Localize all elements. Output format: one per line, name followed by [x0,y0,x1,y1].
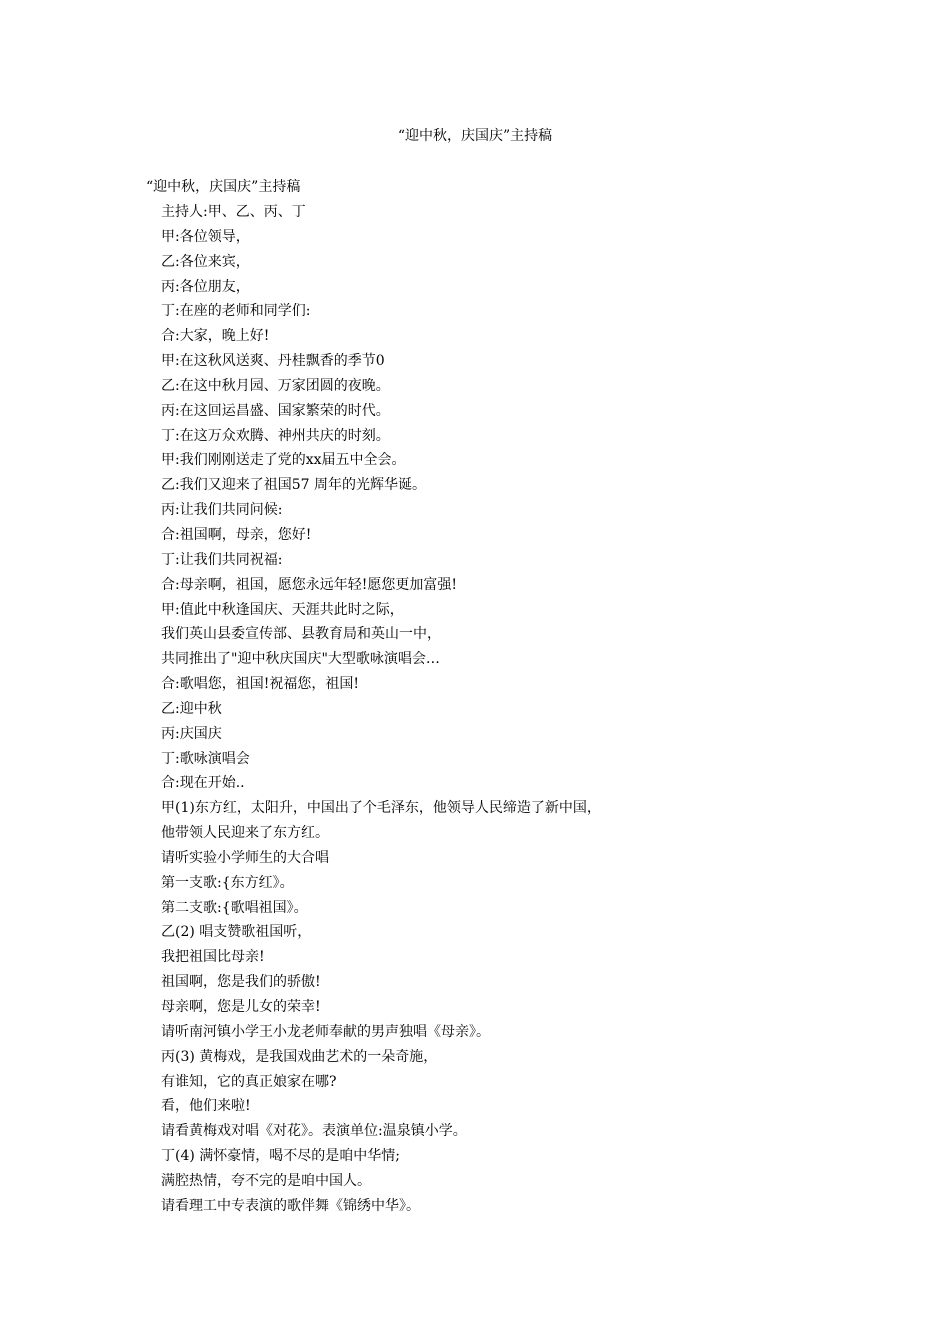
script-line: 甲:我们刚刚送走了党的xx届五中全会。 [161,452,406,469]
script-line: 我把祖国比母亲! [161,949,265,966]
document-title: “迎中秋，庆国庆”主持稿 [397,128,553,144]
script-line: 请看理工中专表演的歌伴舞《锦绣中华》。 [161,1197,420,1214]
script-line: 看，他们来啦! [161,1098,251,1115]
script-line: 丁:在座的老师和同学们: [161,303,311,320]
script-line: 丁(4) 满怀豪情，喝不尽的是咱中华情; [161,1148,400,1165]
script-line: 共同推出了"迎中秋庆国庆"大型歌咏演唱会… [161,651,440,668]
script-line: 甲:在这秋风送爽、丹桂飘香的季节0 [161,353,385,370]
script-line: 丁:歌咏演唱会 [161,750,250,767]
script-line: 第二支歌:{歌唱祖国》。 [161,899,308,916]
script-line: 有谁知，它的真正娘家在哪? [161,1073,337,1090]
script-line: 合:歌唱您，祖国!祝福您，祖国! [161,676,359,693]
script-line: 合:大家，晚上好! [161,328,270,345]
script-line: 丁:让我们共同祝福: [161,551,283,568]
script-line: 丙:让我们共同问候: [161,502,283,519]
script-line: 丙:在这回运昌盛、国家繁荣的时代。 [161,402,390,419]
script-line: 我们英山县委宣传部、县教育局和英山一中， [161,626,441,643]
script-line: 第一支歌:{东方红》。 [161,874,294,891]
script-line: 乙:我们又迎来了祖国57 周年的光辉华诞。 [161,477,426,494]
script-line: 祖国啊，您是我们的骄傲! [161,974,321,991]
script-line: 请听实验小学师生的大合唱 [161,849,329,866]
script-line: 合:祖国啊，母亲，您好! [161,526,312,543]
script-line: 满腔热情，夸不完的是咱中国人。 [161,1172,371,1189]
script-line: 母亲啊，您是儿女的荣幸! [161,999,321,1015]
script-line: 甲:各位领导， [161,228,250,245]
script-line: 乙(2) 唱支赞歌祖国听， [161,924,312,941]
script-line: 乙:在这中秋月园、万家团圆的夜晚。 [161,377,390,394]
script-line: 乙:迎中秋 [161,700,222,717]
script-line: 他带领人民迎来了东方红。 [161,825,329,842]
script-line: 请看黄梅戏对唱《对花》。表演单位:温泉镇小学。 [161,1123,467,1140]
script-line: 合:母亲啊，祖国，愿您永远年轻!愿您更加富强! [161,576,457,593]
script-line: 合:现在开始.. [161,775,245,792]
script-lines [161,202,601,1221]
script-line: 甲(1)东方红，太阳升，中国出了个毛泽东，他领导人民缔造了新中国， [161,800,601,817]
script-line: 乙:各位来宾， [161,253,250,270]
script-line: 丁:在这万众欢腾、神州共庆的时刻。 [161,427,390,444]
body-heading: “迎中秋，庆国庆”主持稿 [146,179,301,195]
script-line: 请听南河镇小学王小龙老师奉献的男声独唱《母亲》。 [161,1023,490,1040]
script-line: 丙(3) 黄梅戏，是我国戏曲艺术的一朵奇施， [161,1048,438,1065]
script-line: 主持人:甲、乙、丙、丁 [161,204,306,220]
script-line: 丙:庆国庆 [161,725,222,742]
script-line: 甲:值此中秋逢国庆、天涯共此时之际， [161,601,404,618]
script-line: 丙:各位朋友， [161,278,250,295]
